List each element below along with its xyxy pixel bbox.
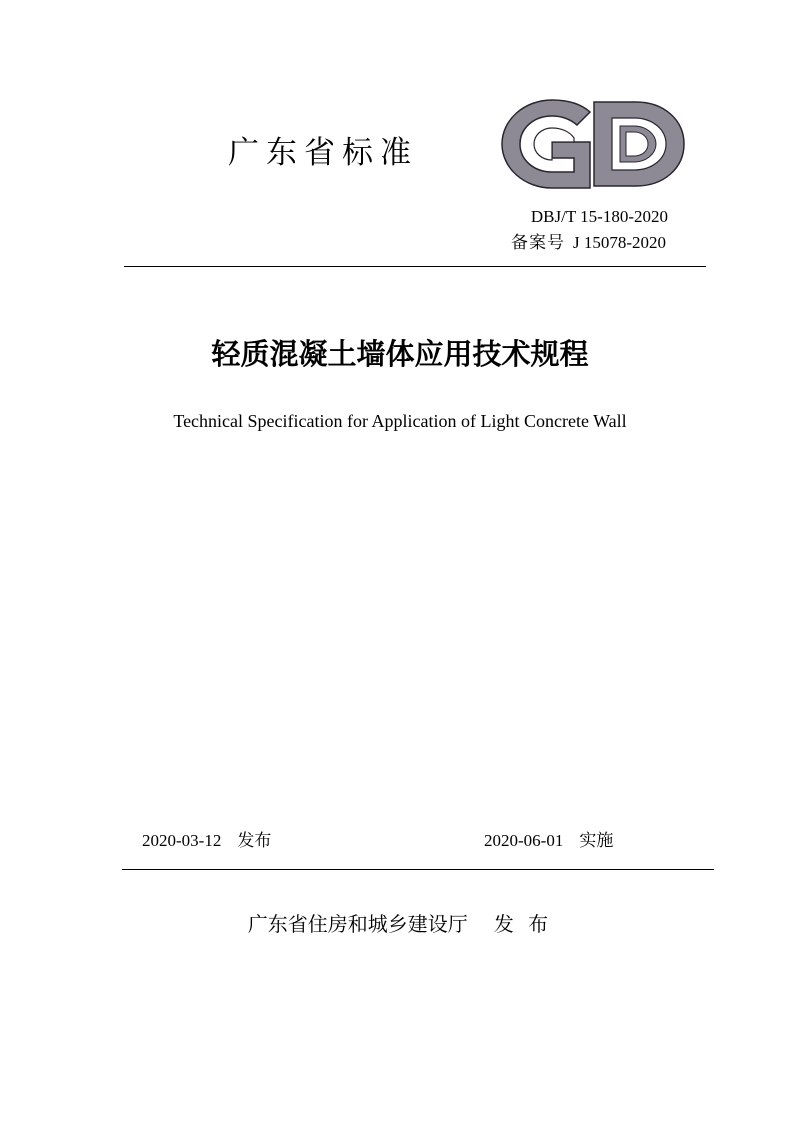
issue-action: 发布	[237, 831, 272, 851]
record-label: 备案号	[510, 233, 565, 253]
publisher-name: 广东省住房和城乡建设厅	[247, 912, 468, 936]
gd-logo	[498, 98, 688, 190]
publisher-action: 发 布	[493, 912, 553, 936]
issue-date: 2020-03-12	[142, 831, 222, 850]
effective-date-row	[484, 832, 613, 850]
publisher-line	[0, 914, 800, 934]
standard-code: DBJ/T 15-180-2020	[530, 207, 668, 226]
record-number: J 15078-2020	[572, 233, 666, 252]
effective-date: 2020-06-01	[484, 831, 564, 850]
issue-date-row	[142, 832, 271, 850]
title-chinese: 轻质混凝土墙体应用技术规程	[211, 337, 589, 371]
standard-label: 广东省标准	[228, 135, 418, 171]
bottom-divider	[122, 869, 714, 870]
title-english: Technical Specification for Application of Light Concrete Wall	[173, 411, 627, 431]
top-divider	[124, 266, 706, 267]
record-line	[511, 234, 666, 252]
effective-action: 实施	[579, 831, 614, 851]
